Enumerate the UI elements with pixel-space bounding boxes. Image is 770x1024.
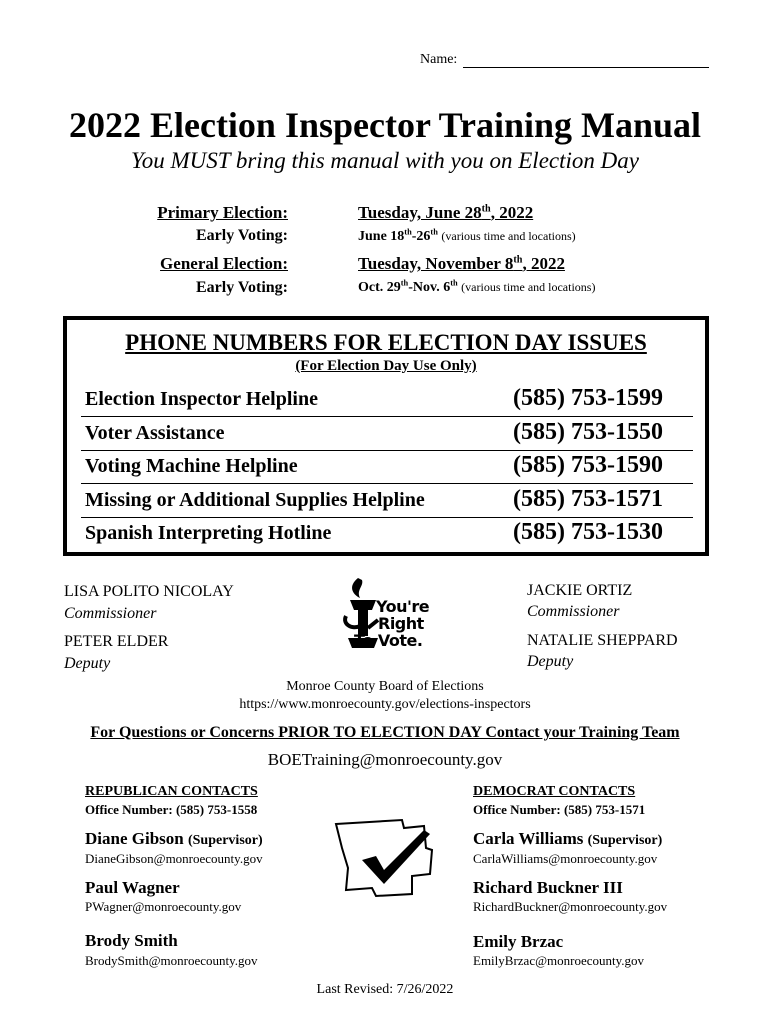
- board-name: Monroe County Board of Elections: [286, 679, 484, 694]
- democrat-contacts-heading: DEMOCRAT CONTACTS: [473, 784, 636, 799]
- phone-row: [81, 518, 693, 550]
- contact-email[interactable]: DianeGibson@monroecounty.gov: [85, 851, 263, 866]
- phone-row: [81, 485, 693, 518]
- deputy-left-name: PETER ELDER: [64, 633, 169, 650]
- page-title: 2022 Election Inspector Training Manual: [68, 105, 702, 145]
- commissioner-right-role: Commissioner: [527, 603, 620, 620]
- phone-row: [81, 451, 693, 484]
- general-early-dates-text: Oct. 29th-Nov. 6th: [358, 278, 458, 295]
- contact-name: [85, 829, 263, 849]
- primary-early-dates-text: June 18th-26th: [358, 227, 438, 244]
- deputy-left-role: Deputy: [64, 655, 111, 672]
- general-election-date: [358, 254, 565, 274]
- contact-role: (Supervisor): [187, 833, 263, 848]
- contact-email[interactable]: PWagner@monroecounty.gov: [85, 899, 242, 914]
- contact-name-text: Carla Williams: [473, 829, 584, 848]
- general-date-text: Tuesday, November 8th, 2022: [358, 254, 565, 273]
- commissioner-right-name: JACKIE ORTIZ: [527, 582, 633, 599]
- phone-row-label: Spanish Interpreting Hotline: [85, 522, 332, 544]
- republican-contacts-heading: REPUBLICAN CONTACTS: [85, 784, 258, 799]
- contact-name: [473, 829, 662, 849]
- phone-row-label: Voting Machine Helpline: [85, 455, 298, 477]
- democrat-office-number: Office Number: (585) 753-1571: [473, 802, 646, 817]
- phone-box-title: PHONE NUMBERS FOR ELECTION DAY ISSUES: [125, 330, 647, 355]
- commissioner-left-role: Commissioner: [64, 605, 157, 622]
- primary-date-text: Tuesday, June 28th, 2022: [358, 203, 534, 222]
- contact-role: (Supervisor): [587, 833, 663, 848]
- primary-election-date: [358, 203, 533, 223]
- last-revised: Last Revised: 7/26/2022: [316, 982, 454, 997]
- phone-row-number[interactable]: (585) 753-1590: [513, 452, 663, 478]
- phone-row-number[interactable]: (585) 753-1599: [513, 385, 663, 411]
- checkmark-icon: [332, 818, 442, 898]
- phone-row-number[interactable]: (585) 753-1530: [513, 519, 663, 545]
- general-early-note: (various time and locations): [461, 280, 596, 294]
- contact-email[interactable]: BrodySmith@monroecounty.gov: [85, 953, 258, 968]
- phone-row-number[interactable]: (585) 753-1550: [513, 419, 663, 445]
- primary-early-dates: [358, 229, 576, 245]
- training-team-email[interactable]: BOETraining@monroecounty.gov: [267, 750, 503, 769]
- contact-email[interactable]: RichardBuckner@monroecounty.gov: [473, 899, 668, 914]
- logo-text-line: You're: [376, 597, 430, 616]
- primary-election-label: Primary Election:: [157, 203, 288, 222]
- primary-early-voting-label: Early Voting:: [195, 227, 288, 244]
- logo-text-line: Right: [378, 614, 424, 633]
- contact-name: Brody Smith: [85, 931, 178, 950]
- general-election-label: General Election:: [160, 254, 288, 273]
- logo-text-line: To Vote.: [354, 631, 423, 650]
- phone-row-label: Voter Assistance: [85, 422, 225, 444]
- board-url[interactable]: https://www.monroecounty.gov/elections-inspectors: [239, 697, 531, 712]
- phone-row: [81, 418, 693, 451]
- commissioner-left-name: LISA POLITO NICOLAY: [64, 583, 234, 600]
- contact-name: Paul Wagner: [85, 878, 180, 897]
- contact-email[interactable]: CarlaWilliams@monroecounty.gov: [473, 851, 658, 866]
- page-subtitle: You MUST bring this manual with you on Election Day: [131, 148, 639, 173]
- phone-box-subtitle: (For Election Day Use Only): [295, 358, 477, 374]
- deputy-right-name: NATALIE SHEPPARD: [527, 632, 678, 649]
- phone-row-label: Missing or Additional Supplies Helpline: [85, 489, 425, 511]
- county-map-checkmark-icon: [332, 818, 442, 898]
- name-field-row: [420, 52, 709, 68]
- contact-email[interactable]: EmilyBrzac@monroecounty.gov: [473, 953, 645, 968]
- phone-row-number[interactable]: (585) 753-1571: [513, 486, 663, 512]
- contact-name: Emily Brzac: [473, 932, 564, 951]
- questions-heading: For Questions or Concerns PRIOR TO ELECTION DAY Contact your Training Team: [90, 724, 680, 741]
- primary-early-note: (various time and locations): [441, 229, 576, 243]
- logo-text: [354, 597, 430, 650]
- deputy-right-role: Deputy: [527, 653, 574, 670]
- name-label: Name:: [420, 52, 458, 67]
- phone-numbers-box: [63, 316, 709, 556]
- contact-name-text: Diane Gibson: [85, 829, 184, 848]
- phone-row: [81, 384, 693, 417]
- general-early-voting-label: Early Voting:: [195, 279, 288, 296]
- republican-office-number: Office Number: (585) 753-1558: [85, 802, 258, 817]
- general-early-dates: [358, 280, 595, 296]
- name-blank-line[interactable]: [463, 53, 709, 68]
- contact-name: Richard Buckner III: [473, 878, 623, 897]
- youre-right-to-vote-logo: [338, 576, 438, 660]
- phone-row-label: Election Inspector Helpline: [85, 388, 318, 410]
